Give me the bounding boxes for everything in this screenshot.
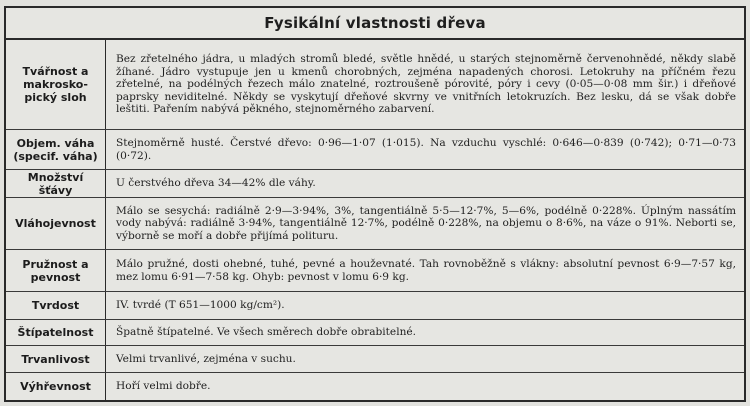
table-row-hardness — [6, 292, 744, 320]
row-label: Tvrdost — [6, 292, 106, 319]
table-row-heating-value — [6, 373, 744, 400]
row-text: Velmi trvanlivé, zejména v suchu. — [116, 352, 296, 365]
row-text: Málo se sesychá: radiálně 2·9—3·94%, 3%, tangentiálně 5·5—12·7%, 5—6%, podélně 0·228%. Úplným nassátím vody nabývá: radiálně 3·94%, tangentiálně 12·7%, podélně 0·228%, na objemu o 8·6%, na váze o 91%. Neborti se, výborně se moří a dobře přijímá polituru. — [116, 204, 736, 242]
row-text: Bez zřetelného jádra, u mladých stromů bledé, světle hnědé, u starých stejnoměrně červenohnědé, někdy slabě žíhané. Jádro vystupuje jen u kmenů chorobných, zejména napadených chorosi. Letokruhy na příčném řezu zřetelné, na podélných řezech málo znatelné, roztroušeně pórovité, póry i cevy (0·05—0·08 mm šir.) i dřeňové paprsky neviditelné. Někdy se vyskytují dřeňové skvrny ve vnitřních letokruzích. Bez lesku, dá se však dobře leštiti. Pařením nabývá pěkného, stejnoměrného zabarvení. — [116, 53, 736, 116]
row-label: Trvanlivost — [6, 346, 106, 372]
properties-table — [4, 6, 746, 402]
row-label: Množství šťávy — [6, 170, 106, 197]
table-title: Fysikální vlastnosti dřeva — [6, 8, 744, 40]
table-row-appearance — [6, 40, 744, 130]
row-text: IV. tvrdé (T 651—1000 kg/cm²). — [116, 299, 285, 312]
table-row-splitting — [6, 320, 744, 346]
row-text: Stejnoměrně husté. Čerstvé dřevo: 0·96—1·07 (1·015). Na vzduchu vyschlé: 0·646—0·839 (0·742); 0·71—0·73 (0·72). — [116, 137, 736, 162]
row-text: Špatně štípatelné. Ve všech směrech dobře obrabitelné. — [116, 326, 417, 339]
table-row-durability — [6, 346, 744, 373]
row-label: Objem. váha (specif. váha) — [6, 130, 106, 169]
table-row-moisture — [6, 198, 744, 250]
table-row-sap-content — [6, 170, 744, 198]
row-text: Málo pružné, dosti ohebné, tuhé, pevné a houževnaté. Tah rovnoběžně s vlákny: absolutní pevnost 6·9—7·57 kg, mez lomu 6·91—7·58 kg. Ohyb: pevnost v lomu 6·9 kg. — [116, 258, 736, 283]
row-text: Hoří velmi dobře. — [116, 380, 211, 393]
table-row-density — [6, 130, 744, 170]
table-row-elasticity — [6, 250, 744, 292]
row-text: U čerstvého dřeva 34—42% dle váhy. — [116, 177, 316, 190]
row-label: Štípatelnost — [6, 320, 106, 345]
row-label: Tvářnost a makrosko- pický sloh — [6, 40, 106, 129]
row-label: Pružnost a pevnost — [6, 250, 106, 291]
row-label: Vláhojevnost — [6, 198, 106, 249]
row-label: Výhřevnost — [6, 373, 106, 400]
